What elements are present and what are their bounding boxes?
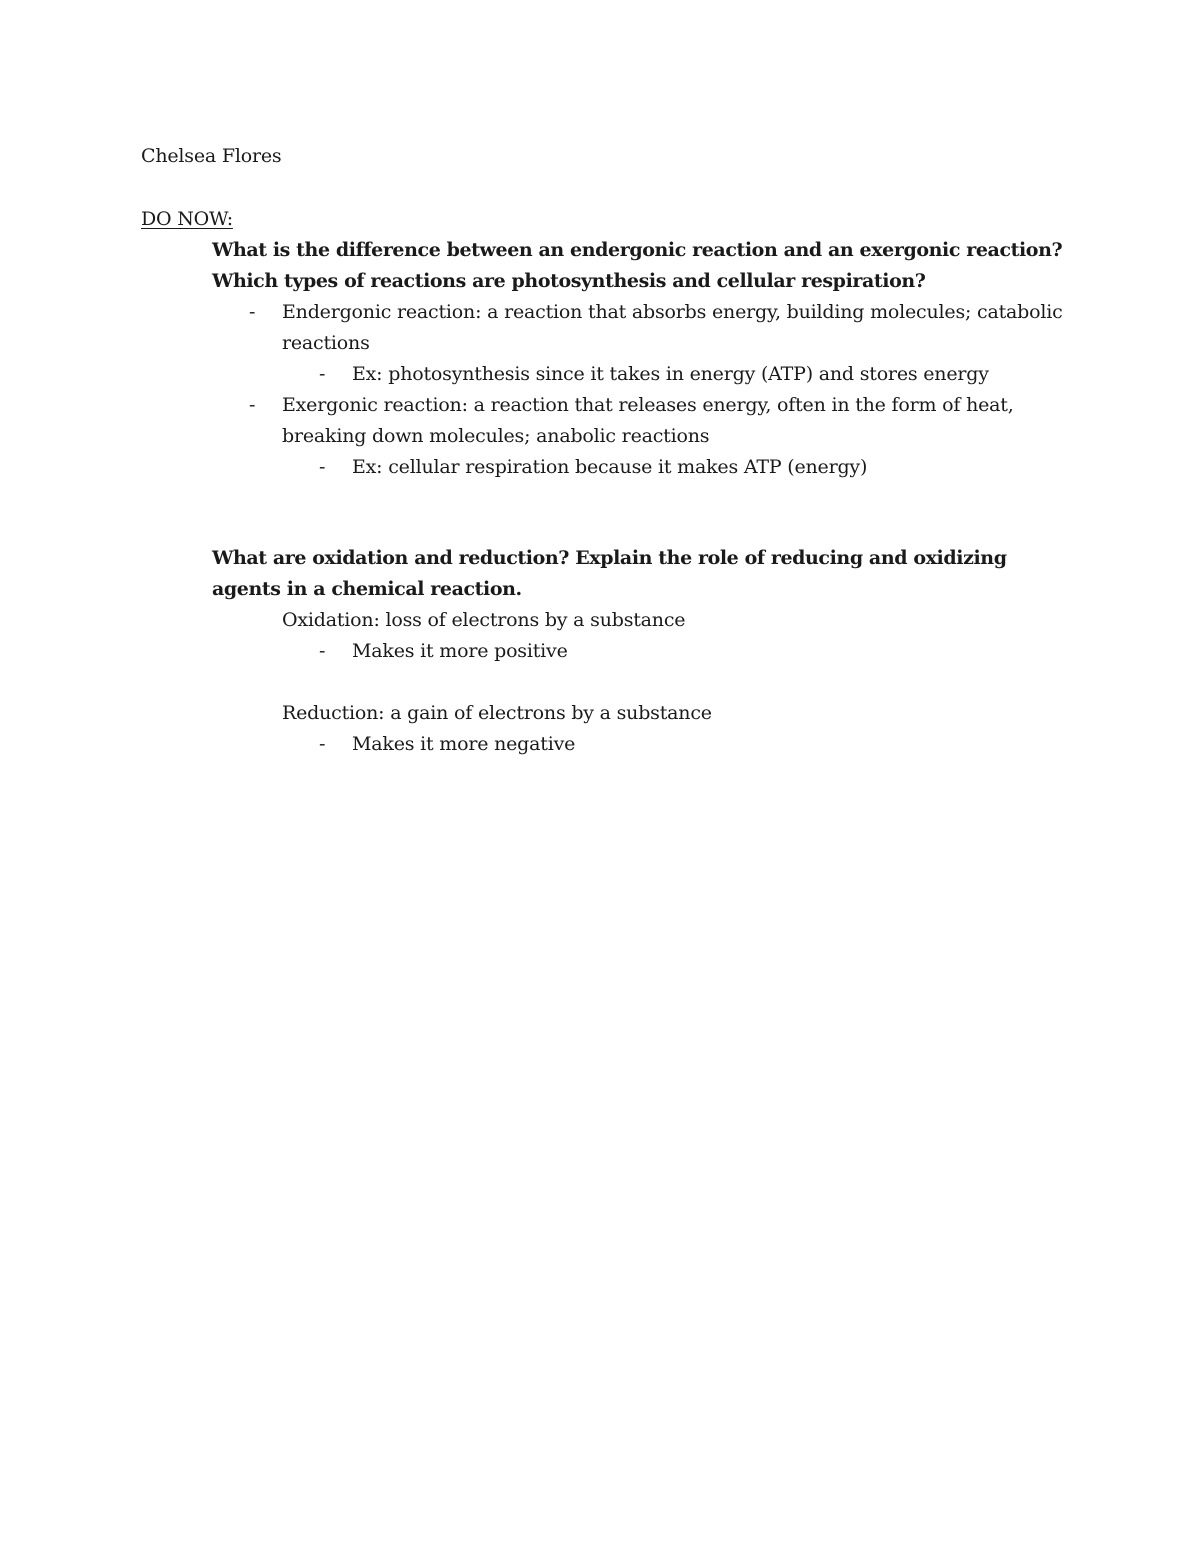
author-name: Chelsea Flores <box>141 145 282 167</box>
oxidation-definition: Oxidation: loss of electrons by a substance <box>282 609 686 631</box>
question-2-line-1: What are oxidation and reduction? Explain the role of reducing and oxidizing <box>212 547 1007 569</box>
oxidation-note: Makes it more positive <box>352 640 568 662</box>
exergonic-definition-line-1: Exergonic reaction: a reaction that releases energy, often in the form of heat, <box>282 394 1014 416</box>
endergonic-definition-line-2: reactions <box>282 332 370 354</box>
sub-bullet-dash: - <box>319 733 326 755</box>
question-2-line-2: agents in a chemical reaction. <box>212 578 522 600</box>
exergonic-example: Ex: cellular respiration because it makes ATP (energy) <box>352 456 868 478</box>
reduction-note: Makes it more negative <box>352 733 576 755</box>
reduction-definition: Reduction: a gain of electrons by a substance <box>282 702 712 724</box>
sub-bullet-dash: - <box>319 456 326 478</box>
question-1-line-2: Which types of reactions are photosynthesis and cellular respiration? <box>212 270 926 292</box>
bullet-dash: - <box>249 394 256 416</box>
sub-bullet-dash: - <box>319 640 326 662</box>
endergonic-example: Ex: photosynthesis since it takes in energy (ATP) and stores energy <box>352 363 989 385</box>
question-1-line-1: What is the difference between an endergonic reaction and an exergonic reaction? <box>212 239 1063 261</box>
exergonic-definition-line-2: breaking down molecules; anabolic reactions <box>282 425 710 447</box>
endergonic-definition-line-1: Endergonic reaction: a reaction that absorbs energy, building molecules; catabolic <box>282 301 1063 323</box>
bullet-dash: - <box>249 301 256 323</box>
do-now-heading: DO NOW: <box>141 208 233 230</box>
sub-bullet-dash: - <box>319 363 326 385</box>
